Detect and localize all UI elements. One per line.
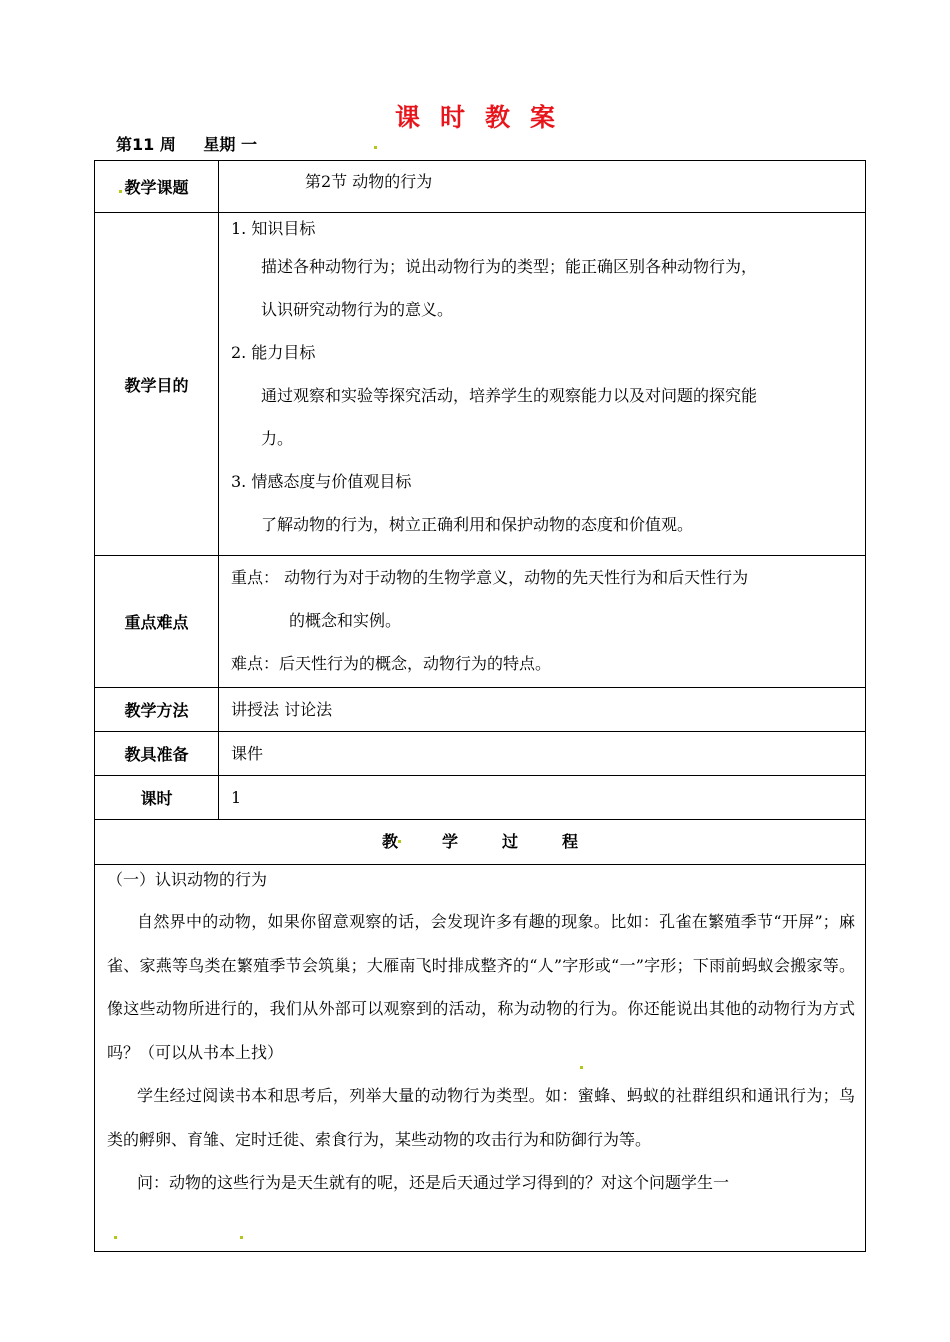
process-body (95, 865, 865, 1251)
method-cell (219, 688, 865, 731)
row-objectives (94, 212, 866, 555)
hours-value: 1 (231, 788, 242, 807)
objectives-label: 教学目的 (95, 213, 219, 555)
objective-line: 2. 能力目标 (231, 343, 316, 362)
paragraph: 自然界中的动物，如果你留意观察的话，会发现许多有趣的现象。比如：孔雀在繁殖季节“开屏”；麻雀、家燕等鸟类在繁殖季节会筑巢；大雁南飞时排成整齐的“人”字形或“一”字形；下雨前蚂蚁会搬家等。像这些动物所进行的，我们从外部可以观察到的活动，称为动物的行为。你还能说出其他的动物行为方式吗？（可以从书本上找） (107, 912, 855, 1062)
row-topic (94, 160, 866, 212)
title-char: 案 (530, 103, 556, 132)
objective-line: 力。 (261, 429, 294, 448)
weekday-label: 星期 一 (203, 135, 257, 154)
key-point-line: 重点： 动物行为对于动物的生物学意义，动物的先天性行为和后天性行为 (231, 568, 749, 587)
row-key-points (94, 555, 866, 687)
method-label: 教学方法 (95, 688, 219, 731)
key-points-cell (219, 556, 865, 687)
row-method (94, 687, 866, 731)
hours-label: 课时 (95, 776, 219, 819)
hours-cell (219, 776, 865, 819)
heading-char: 学 (441, 832, 458, 851)
objectives-cell (219, 213, 865, 555)
objective-line: 3. 情感态度与价值观目标 (231, 472, 412, 491)
objective-line: 描述各种动物行为；说出动物行为的类型；能正确区别各种动物行为， (261, 257, 758, 276)
week-label: 第11 周 (116, 135, 176, 154)
lesson-plan-table (94, 160, 866, 1252)
objective-line: 认识研究动物行为的意义。 (261, 300, 454, 319)
heading-char: 程 (562, 832, 579, 851)
paragraph: 学生经过阅读书本和思考后，列举大量的动物行为类型。如：蜜蜂、蚂蚁的社群组织和通讯行为；鸟类的孵卵、育雏、定时迁徙、索食行为，某些动物的攻击行为和防御行为等。 (107, 1086, 855, 1149)
row-tools (94, 731, 866, 775)
row-hours (94, 775, 866, 819)
week-info (116, 132, 279, 155)
heading-char: 教 (381, 832, 398, 851)
page-title (0, 98, 950, 134)
title-char: 课 (394, 103, 420, 132)
topic-value-cell (219, 161, 865, 212)
row-process-heading (94, 819, 866, 864)
key-point-line: 难点：后天性行为的概念，动物行为的特点。 (231, 654, 552, 673)
row-process-body (94, 864, 866, 1252)
key-point-line: 的概念和实例。 (289, 611, 402, 630)
topic-value: 第2节 动物的行为 (305, 172, 433, 191)
objective-line: 通过观察和实验等探究活动，培养学生的观察能力以及对问题的探究能 (261, 386, 758, 405)
tools-label: 教具准备 (95, 732, 219, 775)
title-char: 教 (485, 103, 511, 132)
process-heading (95, 820, 865, 863)
tools-value: 课件 (231, 744, 264, 763)
objective-line: 1. 知识目标 (231, 219, 316, 238)
topic-label: 教学课题 (95, 161, 219, 212)
method-value: 讲授法 讨论法 (231, 700, 333, 719)
tools-cell (219, 732, 865, 775)
section-title: （一）认识动物的行为 (107, 870, 268, 889)
speck-mark (374, 146, 377, 149)
title-char: 时 (439, 103, 465, 132)
heading-char: 过 (502, 832, 519, 851)
objective-line: 了解动物的行为，树立正确利用和保护动物的态度和价值观。 (261, 515, 694, 534)
paragraph: 问：动物的这些行为是天生就有的呢，还是后天通过学习得到的？对这个问题学生一 (137, 1173, 730, 1192)
key-points-label: 重点难点 (95, 556, 219, 687)
